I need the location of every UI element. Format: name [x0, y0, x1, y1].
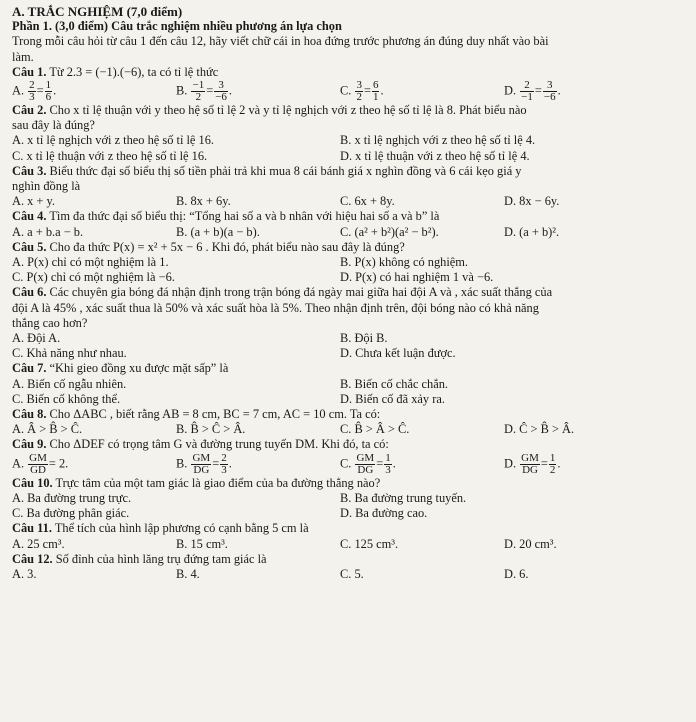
equals-sign: =	[534, 83, 542, 98]
end-mark: .	[228, 83, 233, 98]
option-d[interactable]: D. 20 cm³.	[504, 536, 557, 551]
denominator: 2	[195, 91, 202, 104]
question-12	[12, 552, 668, 567]
option-c[interactable]: C. 6x + 8y.	[340, 194, 395, 209]
option-a[interactable]: A. x + y.	[12, 194, 56, 209]
fraction	[28, 453, 48, 476]
option-d[interactable]: D. (a + b)².	[504, 224, 560, 239]
question-text: Trực tâm của một tam giác là giao điểm của ba đường thẳng nào?	[55, 475, 381, 490]
end-mark: .	[392, 456, 396, 471]
fraction	[214, 80, 228, 103]
option-c[interactable]: C. (a² + b²)(a² − b²).	[340, 224, 439, 239]
denominator: 3	[29, 91, 35, 104]
fraction	[372, 80, 380, 103]
option-b[interactable]: B. Biến cố chắc chắn.	[340, 376, 449, 391]
option-a[interactable]: A. Ba đường trung trực.	[12, 490, 132, 505]
option-b[interactable]	[176, 453, 340, 476]
question-6-cont-2: thắng cao hơn?	[12, 315, 88, 330]
denominator: GD	[30, 463, 46, 476]
question-label: Câu 8.	[12, 407, 47, 422]
fraction	[28, 80, 36, 103]
option-a[interactable]	[12, 453, 176, 476]
denominator: 3	[221, 463, 227, 476]
denominator: 1	[372, 91, 379, 104]
denominator: DG	[193, 463, 210, 476]
option-d[interactable]: D. Biến cố đã xảy ra.	[340, 391, 445, 406]
option-c[interactable]: C. Khả năng như nhau.	[12, 346, 127, 361]
question-2-options-2	[12, 149, 668, 164]
fraction	[45, 80, 53, 103]
question-4-options	[12, 225, 668, 240]
question-1-options	[12, 80, 668, 103]
question-1	[12, 65, 668, 80]
question-text: Cho ΔABC , biết rằng AB = 8 cm, BC = 7 cm, AC = 10 cm. Ta có:	[49, 407, 381, 422]
option-c[interactable]: C. 5.	[340, 566, 364, 581]
question-5-options-2	[12, 270, 668, 285]
question-10-options-2	[12, 506, 668, 521]
end-mark: .	[557, 83, 561, 98]
question-text: Các chuyên gia bóng đá nhận định trong trận bóng đá ngày mai giữa hai đội A và , xác suất thắng của	[49, 285, 553, 300]
option-key: C.	[340, 83, 352, 98]
option-b[interactable]: B. B̂ > Ĉ > Â.	[176, 422, 246, 437]
question-text: Cho x tỉ lệ thuận với y theo hệ số tỉ lệ 2 và y tỉ lệ nghịch với z theo hệ số tỉ lệ là 8. Phát biểu nào	[49, 103, 527, 118]
equals-sign: = 2.	[48, 456, 69, 471]
fraction	[520, 453, 540, 476]
option-b[interactable]: B. 15 cm³.	[176, 536, 228, 551]
numerator: 3	[356, 79, 362, 92]
option-a[interactable]: A. Â > B̂ > Ĉ.	[12, 422, 83, 437]
fraction	[355, 453, 375, 476]
numerator: GM	[521, 451, 539, 464]
option-a[interactable]: A. x tỉ lệ nghịch với z theo hệ số tỉ lệ 16.	[12, 133, 215, 148]
option-key: C.	[340, 456, 352, 471]
denominator: 2	[356, 91, 362, 104]
option-a[interactable]: A. a + b.a − b.	[12, 224, 84, 239]
question-5	[12, 240, 668, 255]
question-text: Cho đa thức P(x) = x² + 5x − 6 . Khi đó, phát biểu nào sau đây là đúng?	[49, 239, 405, 254]
end-mark: .	[228, 456, 232, 471]
option-b[interactable]: B. x tỉ lệ nghịch với z theo hệ số tỉ lệ 4.	[340, 133, 536, 148]
question-8	[12, 407, 668, 422]
question-6-options	[12, 331, 668, 346]
question-2-options	[12, 133, 668, 148]
option-b[interactable]: B. Ba đường trung tuyến.	[340, 490, 467, 505]
question-7	[12, 361, 668, 376]
question-label: Câu 7.	[12, 361, 47, 376]
denominator: 2	[549, 463, 556, 476]
end-mark: .	[53, 83, 57, 98]
option-c[interactable]: C. P(x) chỉ có một nghiệm là −6.	[12, 270, 175, 285]
question-7-options-2	[12, 392, 668, 407]
option-key: D.	[504, 456, 517, 471]
question-text: “Khi gieo đồng xu được mặt sấp” là	[49, 361, 229, 376]
section-title: A. TRẮC NGHIỆM (7,0 điểm)	[12, 4, 183, 19]
fraction	[191, 453, 211, 476]
question-3-options	[12, 194, 668, 209]
option-a[interactable]: A. 25 cm³.	[12, 536, 65, 551]
question-10	[12, 476, 668, 491]
instructions-line-2: làm.	[12, 49, 34, 64]
option-c[interactable]: C. Biến cố không thể.	[12, 391, 121, 406]
option-d[interactable]	[504, 453, 668, 476]
option-d[interactable]: D. x tỉ lệ thuận với z theo hệ số tỉ lệ 4.	[340, 148, 530, 163]
option-a[interactable]: A. Đội A.	[12, 331, 61, 346]
question-label: Câu 3.	[12, 163, 47, 178]
fraction	[220, 453, 228, 476]
denominator: 3	[385, 463, 391, 476]
option-a[interactable]: A. 3.	[12, 566, 37, 581]
option-b[interactable]	[176, 80, 340, 103]
numerator: 2	[221, 451, 227, 464]
numerator: GM	[356, 451, 375, 464]
numerator: 1	[385, 451, 391, 464]
option-b[interactable]: B. 4.	[176, 566, 200, 581]
option-a[interactable]: A. Biến cố ngẫu nhiên.	[12, 376, 127, 391]
numerator: 3	[543, 80, 557, 92]
denominator: 6	[45, 91, 52, 104]
option-key: B.	[176, 456, 188, 471]
question-text: Biểu thức đại số biểu thị số tiền phải trả khi mua 8 cái bánh giá x nghìn đồng và 6 cái kẹo giá y	[49, 163, 522, 178]
option-d[interactable]: D. Ĉ > B̂ > Â.	[504, 422, 575, 437]
numerator: −1	[192, 79, 205, 92]
question-label: Câu 1.	[12, 64, 47, 79]
question-label: Câu 11.	[12, 521, 52, 536]
numerator: 1	[549, 451, 556, 464]
question-3-cont: nghìn đồng là	[12, 179, 81, 194]
part-label: Phần 1.	[12, 19, 52, 34]
option-d[interactable]: D. 6.	[504, 566, 529, 581]
numerator: 6	[372, 79, 379, 92]
question-11	[12, 521, 668, 536]
equals-sign: =	[376, 456, 384, 471]
fraction	[543, 80, 557, 103]
question-11-options	[12, 537, 668, 552]
option-b[interactable]: B. Đội B.	[340, 331, 388, 346]
question-label: Câu 10.	[12, 475, 53, 490]
question-text: Từ 2.3 = (−1).(−6), ta có tỉ lệ thức	[49, 64, 219, 79]
numerator: 3	[214, 80, 228, 92]
denominator: −1	[521, 91, 533, 104]
option-key: A.	[12, 83, 25, 98]
question-6	[12, 285, 668, 300]
option-c[interactable]	[340, 453, 504, 476]
part-text: (3,0 điểm) Câu trắc nghiệm nhiều phương án lựa chọn	[55, 19, 342, 34]
question-6-options-2	[12, 346, 668, 361]
question-2-cont: sau đây là đúng?	[12, 118, 95, 133]
option-c[interactable]: C. B̂ > Â > Ĉ.	[340, 422, 410, 437]
fraction	[549, 453, 557, 476]
end-mark: .	[380, 83, 384, 98]
option-b[interactable]: B. 8x + 6y.	[176, 194, 231, 209]
equals-sign: =	[36, 83, 44, 98]
option-c[interactable]	[340, 80, 504, 103]
question-label: Câu 6.	[12, 285, 47, 300]
option-key: B.	[176, 83, 188, 98]
question-text: Thể tích của hình lập phương có cạnh bằng 5 cm là	[54, 521, 309, 536]
option-a[interactable]	[12, 80, 176, 103]
option-c[interactable]: C. Ba đường phân giác.	[12, 506, 130, 521]
part-heading	[12, 19, 668, 34]
denominator: DG	[522, 463, 538, 476]
question-label: Câu 9.	[12, 437, 47, 452]
question-7-options	[12, 377, 668, 392]
question-12-options	[12, 567, 668, 582]
question-label: Câu 12.	[12, 551, 53, 566]
question-label: Câu 2.	[12, 103, 47, 118]
option-key: A.	[12, 456, 25, 471]
numerator: 1	[45, 79, 52, 92]
option-a[interactable]: A. P(x) chỉ có một nghiệm là 1.	[12, 255, 169, 270]
question-label: Câu 4.	[12, 209, 47, 224]
option-d[interactable]: D. Ba đường cao.	[340, 506, 428, 521]
numerator: GM	[192, 451, 211, 464]
question-8-options	[12, 422, 668, 437]
question-5-options	[12, 255, 668, 270]
option-c[interactable]: C. 125 cm³.	[340, 536, 399, 551]
denominator: −6	[215, 91, 227, 104]
question-9-options	[12, 453, 668, 476]
equals-sign: =	[212, 456, 220, 471]
question-text: Cho ΔDEF có trọng tâm G và đường trung tuyến DM. Khi đó, ta có:	[49, 437, 389, 452]
numerator: 2	[520, 80, 534, 92]
instructions-line-1: Trong mỗi câu hỏi từ câu 1 đến câu 12, hãy viết chữ cái in hoa đứng trước phương án đúng duy nhất vào bài	[12, 34, 549, 49]
option-d[interactable]: D. Chưa kết luận được.	[340, 346, 456, 361]
option-d[interactable]: D. P(x) có hai nghiệm 1 và −6.	[340, 270, 494, 285]
fraction	[191, 80, 205, 103]
denominator: −6	[543, 91, 556, 104]
question-6-cont: đội A là 45% , xác suất thua là 50% và xác suất hòa là 5%. Theo nhận định trên, đội bóng nào có khả năng	[12, 300, 539, 315]
equals-sign: =	[540, 456, 548, 471]
question-3	[12, 164, 668, 179]
question-9	[12, 437, 668, 452]
question-label: Câu 5.	[12, 239, 47, 254]
question-4	[12, 209, 668, 224]
option-c[interactable]: C. x tỉ lệ thuận với z theo hệ số tỉ lệ 16.	[12, 148, 208, 163]
equals-sign: =	[206, 83, 214, 98]
end-mark: .	[557, 456, 561, 471]
question-text: Số đỉnh của hình lăng trụ đứng tam giác là	[55, 551, 267, 566]
question-2	[12, 103, 668, 118]
option-key: D.	[504, 83, 517, 98]
option-b[interactable]: B. P(x) không có nghiệm.	[340, 255, 469, 270]
fraction	[384, 453, 392, 476]
question-10-options	[12, 491, 668, 506]
question-text: Tìm đa thức đại số biểu thị: “Tổng hai số a và b nhân với hiệu hai số a và b” là	[49, 209, 440, 224]
option-d[interactable]	[504, 80, 668, 103]
fraction	[520, 80, 534, 103]
option-b[interactable]: B. (a + b)(a − b).	[176, 224, 260, 239]
fraction	[355, 80, 363, 103]
denominator: DG	[357, 463, 374, 476]
numerator: 2	[29, 79, 35, 92]
equals-sign: =	[363, 83, 371, 98]
option-d[interactable]: D. 8x − 6y.	[504, 194, 560, 209]
numerator: GM	[29, 451, 47, 464]
